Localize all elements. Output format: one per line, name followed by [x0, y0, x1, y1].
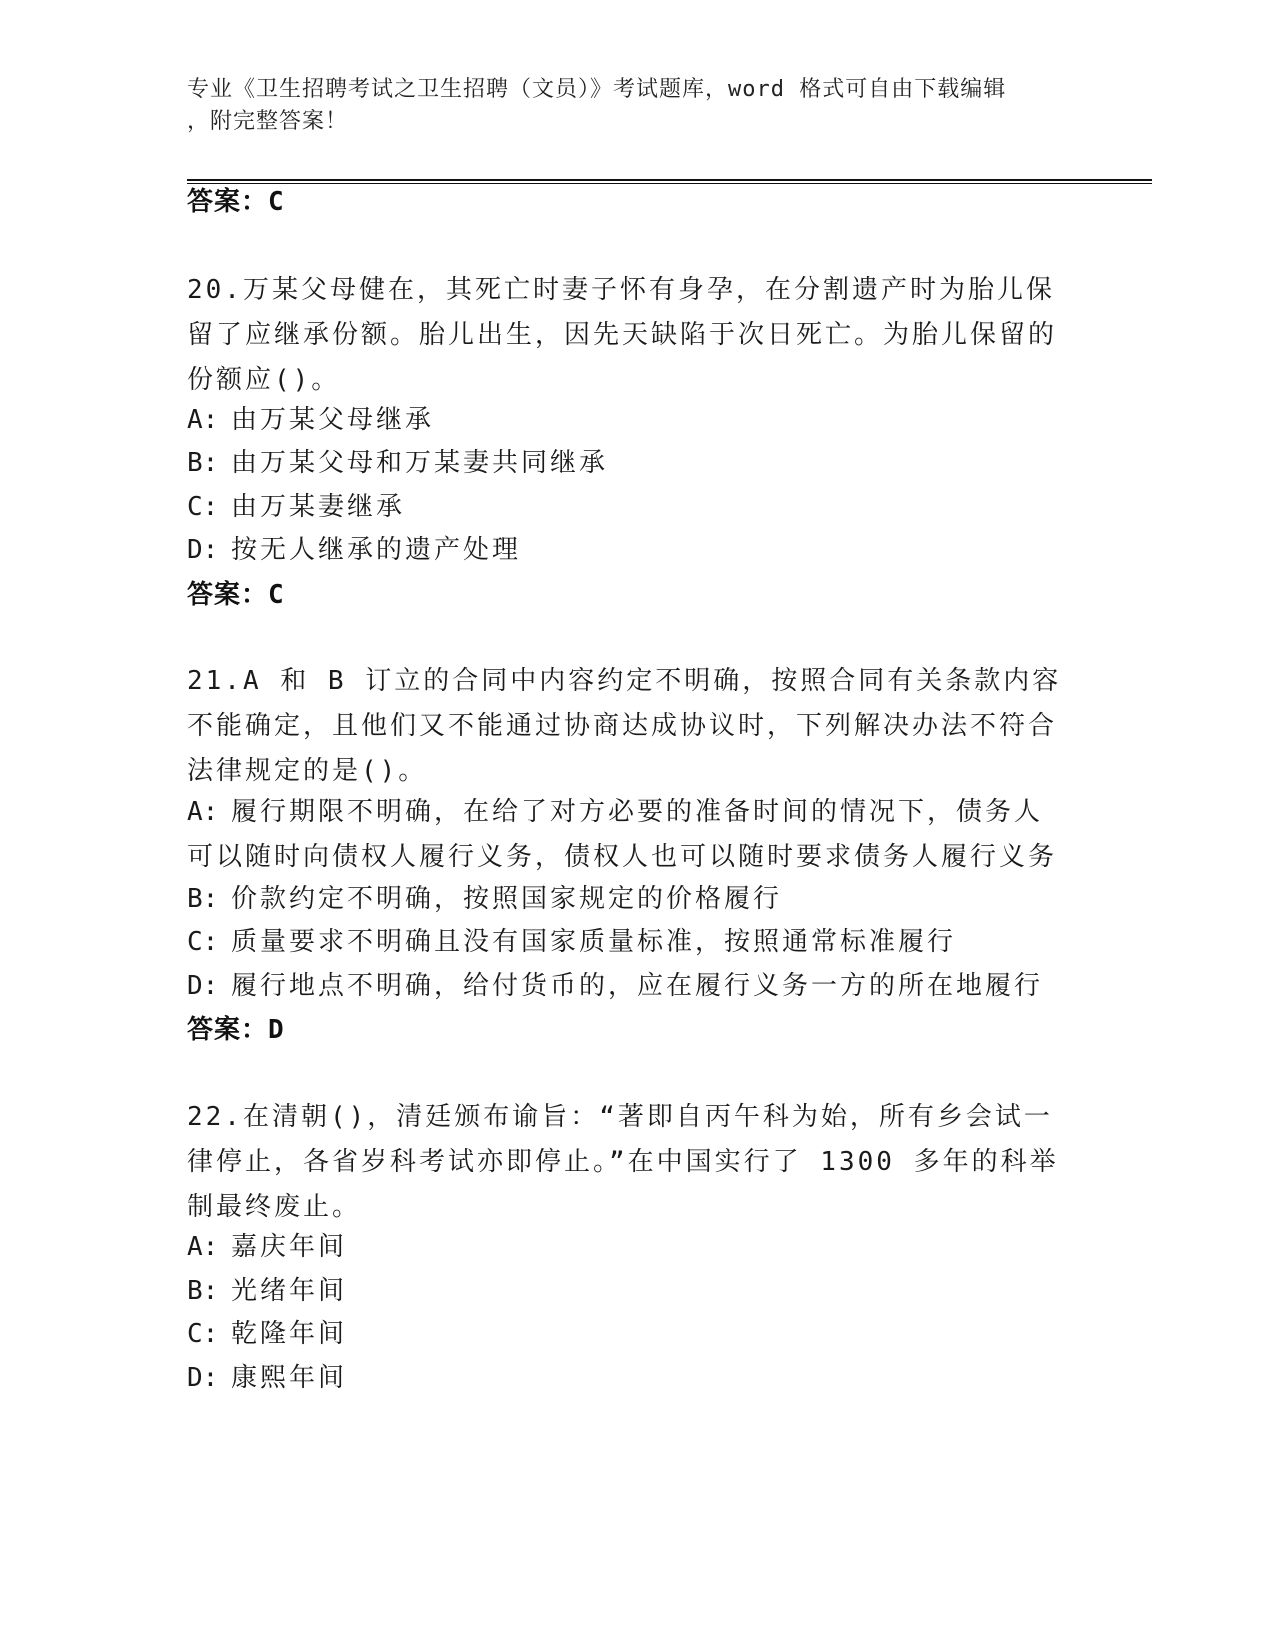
option-text: 由万某父母和万某妻共同继承 [231, 448, 609, 478]
option-text: 嘉庆年间 [231, 1232, 348, 1262]
option-key: A: [187, 797, 219, 827]
question-22-stem: 22.在清朝()，清廷颁布谕旨：“著即自丙午科为始，所有乡会试一律停止，各省岁科考试亦即停止。”在中国实行了 1300 多年的科举制最终废止。 [187, 1102, 1059, 1222]
option-text: 履行地点不明确，给付货币的，应在履行义务一方的所在地履行 [231, 971, 1044, 1001]
question-20-answer: 答案：C [187, 580, 285, 610]
option-key: B: [187, 448, 219, 478]
option-text: 乾隆年间 [231, 1319, 348, 1349]
option-key: B: [187, 884, 219, 914]
option-key: A: [187, 1232, 219, 1262]
option-key: C: [187, 927, 219, 957]
header-line-1: 专业《卫生招聘考试之卫生招聘（文员）》考试题库，word 格式可自由下载编辑 [187, 77, 1007, 102]
header-line-2: ，附完整答案！ [187, 109, 349, 134]
question-20-option-a [187, 398, 1087, 443]
option-text: 履行期限不明确，在给了对方必要的准备时间的情况下，债务人可以随时向债权人履行义务，债权人也可以随时要求债务人履行义务 [187, 797, 1058, 872]
question-21-option-c [187, 920, 1087, 965]
option-key: D: [187, 1363, 219, 1393]
header-divider [187, 179, 1152, 184]
option-key: D: [187, 971, 219, 1001]
question-20-option-c [187, 485, 1087, 530]
option-key: B: [187, 1276, 219, 1306]
question-21-option-d [187, 964, 1087, 1009]
previous-answer: 答案：C [187, 187, 285, 217]
option-key: D: [187, 535, 219, 565]
option-text: 价款约定不明确，按照国家规定的价格履行 [231, 884, 783, 914]
document-header [187, 74, 1087, 138]
option-text: 由万某父母继承 [231, 405, 435, 435]
option-text: 质量要求不明确且没有国家质量标准，按照通常标准履行 [231, 927, 957, 957]
option-key: C: [187, 1319, 219, 1349]
question-22-option-c [187, 1312, 1087, 1357]
question-22-option-b [187, 1269, 1087, 1314]
question-21-answer: 答案：D [187, 1015, 285, 1045]
question-20-option-d [187, 528, 1087, 573]
question-21-stem: 21.A 和 B 订立的合同中内容约定不明确，按照合同有关条款内容不能确定，且他们又不能通过协商达成协议时，下列解决办法不符合法律规定的是()。 [187, 666, 1062, 786]
option-text: 光绪年间 [231, 1276, 348, 1306]
option-text: 康熙年间 [231, 1363, 348, 1393]
question-20-option-b [187, 441, 1087, 486]
question-22-option-d [187, 1356, 1087, 1401]
option-key: C: [187, 492, 219, 522]
option-text: 按无人继承的遗产处理 [231, 535, 522, 565]
question-22-option-a [187, 1225, 1087, 1270]
question-21-option-a [187, 790, 1067, 880]
question-21-option-b [187, 877, 1087, 922]
option-text: 由万某妻继承 [231, 492, 406, 522]
option-key: A: [187, 405, 219, 435]
question-20-stem: 20.万某父母健在，其死亡时妻子怀有身孕，在分割遗产时为胎儿保留了应继承份额。胎儿出生，因先天缺陷于次日死亡。为胎儿保留的份额应()。 [187, 275, 1058, 395]
